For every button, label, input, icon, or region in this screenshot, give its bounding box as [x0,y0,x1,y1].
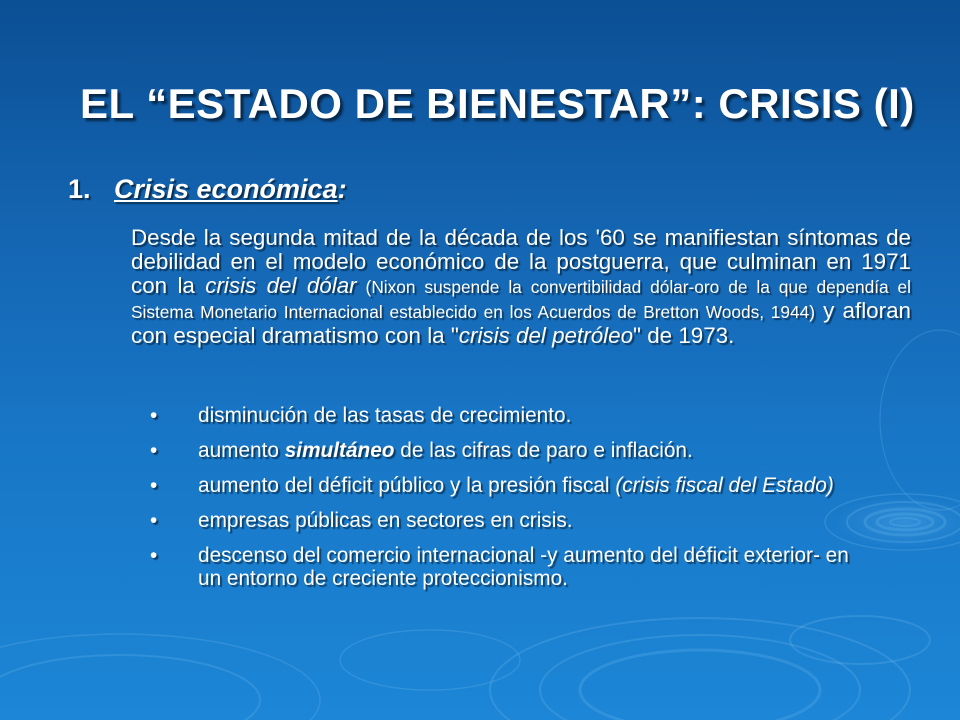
body-paragraph [131,226,911,348]
bullet-dot: • [150,439,158,462]
bullet-text-post: de las cifras de paro e inflación. [394,439,693,462]
paragraph-part-3: " de 1973. [633,323,735,348]
bullet-text: descenso del comercio internacional -y aumento del déficit exterior- en un entorno de creciente proteccionismo. [198,544,849,590]
slide-title: EL “ESTADO DE BIENESTAR”: CRISIS (I) [80,80,915,127]
bullet-list [150,404,870,602]
bullet-dot: • [150,509,158,532]
bullet-text-pre: aumento [198,439,285,462]
list-item [150,404,870,427]
paragraph-part-1: Desde la segunda mitad de la década de los '60 se manifiestan síntomas de debilidad en el modelo económico de la postguerra, que culminan en 1971 con la [131,225,911,298]
bullet-text-pre: aumento del déficit público y la presión fiscal [198,474,616,497]
list-item [150,474,870,497]
paragraph-italic-oil-crisis: crisis del petróleo [458,323,634,348]
bullet-dot: • [150,474,158,497]
bullet-dot: • [150,544,158,567]
bullet-italic: (crisis fiscal del Estado) [615,474,834,497]
bullet-text: empresas públicas en sectores en crisis. [198,509,573,532]
list-item [150,544,870,590]
list-item [150,439,870,462]
bullet-dot: • [150,404,158,427]
paragraph-italic-dollar-crisis: crisis del dólar [205,273,357,298]
list-item [150,509,870,532]
bullet-text: disminución de las tasas de crecimiento. [198,404,572,427]
paragraph-small-note: (Nixon suspende la convertibilidad dólar-oro de la que dependía el Sistema Monetario Internacional establecido en los Acuerdos de Bretton Woods, 1944) [131,277,911,322]
section-heading [68,174,347,205]
bullet-emphasis: simultáneo [284,439,395,462]
paragraph-part-2: y afloran con especial dramatismo con la " [131,298,911,348]
section-number: 1. [68,174,91,204]
section-colon: : [337,174,347,204]
section-heading-text: Crisis económica [114,174,338,204]
